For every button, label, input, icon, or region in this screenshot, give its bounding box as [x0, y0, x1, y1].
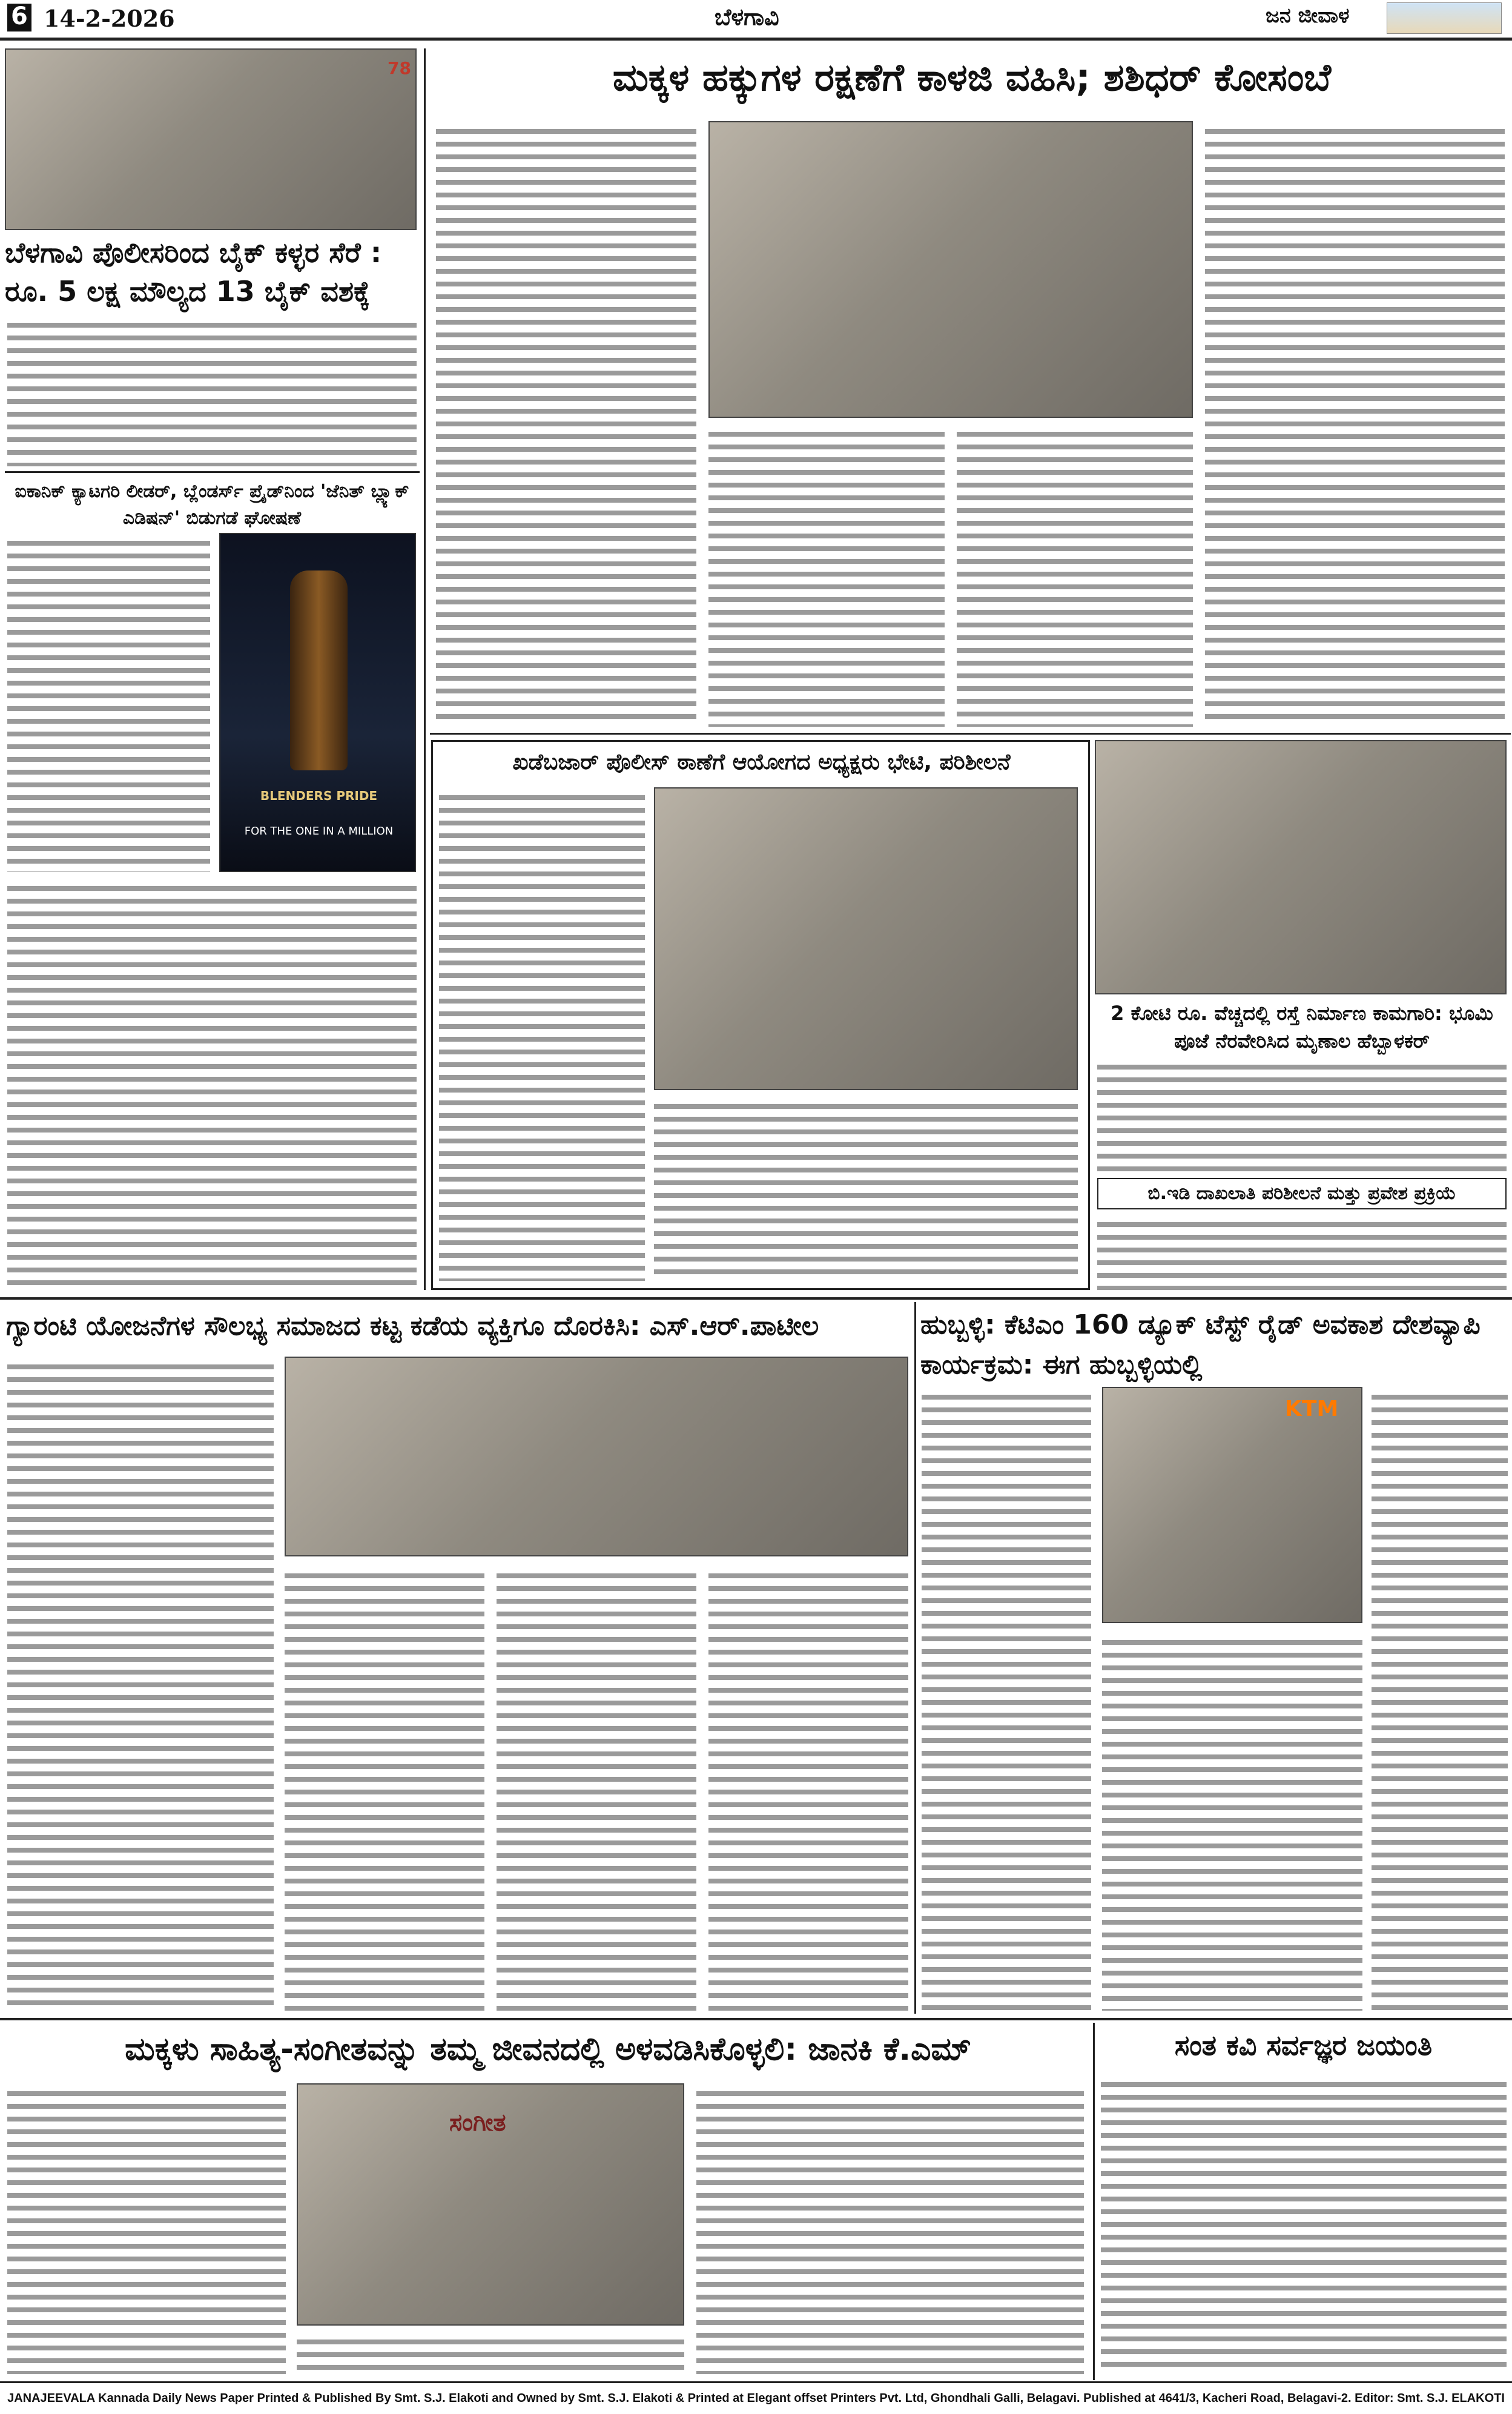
guarantee-headline-text: ಗ್ಯಾರಂಟಿ ಯೋಜನೆಗಳ ಸೌಲಭ್ಯ ಸಮಾಜದ ಕಟ್ಟ ಕಡೆಯ ವ್ಯಕ್ತಿಗೂ ದೊರಕಿಸಿ: ಎಸ್.ಆರ್.ಪಾಟೀಲ	[6, 1311, 819, 1341]
bed-admission-headline	[1097, 1178, 1507, 1209]
children-music-headline	[6, 2024, 1090, 2075]
children-body-col-3	[696, 2083, 1084, 2374]
photo-sign-number: 78	[388, 58, 411, 78]
middle-section-rule	[0, 1297, 1512, 1300]
issue-date: 14-2-2026	[44, 5, 175, 32]
footer-imprint-text: JANAJEEVALA Kannada Daily News Paper Printed & Published By Smt. S.J. Elakoti and Owned by Smt. S.J. Elakoti & Printed at Elegant offset Printers Pvt. Ltd, Ghondhali Galli, Belagavi. Published at 4641/3, Kacheri Road, Belagavi-2. Editor: Smt. S.J. ELAKOTI	[7, 2392, 1505, 2405]
khade-bazar-body-left	[439, 787, 645, 1281]
left-divider-1	[5, 471, 420, 473]
main-story-headline	[436, 48, 1508, 109]
footer-imprint	[0, 2386, 1512, 2412]
guarantee-ktm-divider	[914, 1302, 916, 2014]
children-saint-divider	[1093, 2023, 1095, 2380]
page-number: 6	[11, 2, 28, 30]
paper-name: ಜನ ಜೀವಾಳ	[1266, 4, 1350, 28]
children-music-headline-text: ಮಕ್ಕಳು ಸಾಹಿತ್ಯ-ಸಂಗೀತವನ್ನು ತಮ್ಮ ಜೀವನದಲ್ಲಿ ಅಳವಡಿಸಿಕೊಳ್ಳಲಿ: ಜಾನಕಿ ಕೆ.ಎಮ್	[125, 2031, 971, 2068]
bed-admission-body	[1097, 1214, 1507, 1290]
ktm-body-col-3	[1102, 1632, 1362, 2011]
guarantee-meeting-photo	[285, 1357, 908, 1556]
ktm-duke-photo	[1102, 1387, 1362, 1623]
police-station-visit-photo	[654, 787, 1078, 1090]
edition-city: ಬೆಳಗಾವಿ	[715, 4, 779, 30]
footer-rule	[0, 2381, 1512, 2383]
road-story-body	[1097, 1057, 1507, 1172]
bike-theft-headline	[5, 233, 420, 311]
page-header	[0, 0, 1512, 36]
road-bhoomi-pooja-photo	[1095, 740, 1507, 994]
children-music-event-photo	[297, 2083, 684, 2326]
guarantee-body-col-4	[708, 1566, 908, 2011]
khade-bazar-body-bottom	[654, 1096, 1078, 1281]
blenders-body-bottom	[7, 878, 417, 1290]
khade-bazar-headline-text: ಖಡೆಬಜಾರ್ ಪೊಲೀಸ್ ಠಾಣೆಗೆ ಆಯೋಗದ ಅಧ್ಯಕ್ಷರು ಭೇಟಿ, ಪರಿಶೀಲನೆ	[512, 750, 1011, 775]
ktm-banner: KTM	[1285, 1397, 1339, 1421]
children-body-col-1	[7, 2083, 286, 2374]
bottle-label: BLENDERS PRIDE	[260, 789, 378, 803]
blenders-pride-ad	[219, 533, 416, 872]
child-rights-meeting-photo	[708, 121, 1193, 418]
blenders-body-left	[7, 533, 210, 872]
ktm-headline	[920, 1305, 1508, 1385]
children-body-col-2	[297, 2332, 684, 2374]
guarantee-body-col-2	[285, 1566, 484, 2011]
khade-bazar-headline	[439, 746, 1084, 779]
bike-theft-headline-text: ಬೆಳಗಾವಿ ಪೊಲೀಸರಿಂದ ಬೈಕ್ ಕಳ್ಳರ ಸೆರೆ : ರೂ. 5 ಲಕ್ಷ ಮೌಲ್ಯದ 13 ಬೈಕ್ ವಶಕ್ಕೆ	[5, 236, 382, 308]
guarantee-body-col-3	[497, 1566, 696, 2011]
main-story-headline-text: ಮಕ್ಕಳ ಹಕ್ಕುಗಳ ರಕ್ಷಣೆಗೆ ಕಾಳಜಿ ವಹಿಸಿ; ಶಶಿಧರ್ ಕೋಸಂಬೆ	[612, 55, 1332, 99]
ad-tagline: FOR THE ONE IN A MILLION	[244, 825, 394, 838]
left-column-rule	[424, 48, 426, 1290]
main-story-col-2	[708, 424, 945, 727]
main-story-col-1	[436, 121, 696, 727]
road-story-headline	[1097, 999, 1507, 1055]
bed-admission-headline-text: ಬಿ.ಇಡಿ ದಾಖಲಾತಿ ಪರಿಶೀಲನೆ ಮತ್ತು ಪ್ರವೇಶ ಪ್ರಕ್ರಿಯೆ	[1147, 1183, 1456, 1204]
bottom-section-rule	[0, 2018, 1512, 2020]
sarvajna-headline	[1099, 2024, 1508, 2066]
main-story-col-3	[957, 424, 1193, 727]
blenders-pride-headline-text: ಐಕಾನಿಕ್ ಕ್ಯಾಟಗರಿ ಲೀಡರ್, ಬ್ಲೆಂಡರ್ಸ್ ಪ್ರೈಡ್‌ನಿಂದ 'ಜೆನಿತ್ ಬ್ಲ್ಯಾಕ್ ಎಡಿಷನ್' ಬಿಡುಗಡೆ ಘೋಷಣೆ	[15, 481, 409, 529]
main-story-col-4	[1205, 121, 1505, 727]
whisky-bottle-image	[290, 570, 348, 770]
ktm-body-col-1	[922, 1387, 1091, 2011]
guarantee-body-col-1	[7, 1357, 274, 2011]
header-rule	[0, 38, 1512, 41]
bike-seizure-photo	[5, 48, 417, 230]
blenders-pride-headline	[6, 478, 418, 532]
main-story-bottom-rule	[430, 733, 1511, 735]
sangeetha-banner: ಸಂಗೀತ	[449, 2109, 506, 2137]
sarvajna-headline-text: ಸಂತ ಕವಿ ಸರ್ವಜ್ಞರ ಜಯಂತಿ	[1174, 2029, 1433, 2062]
road-story-headline-text: 2 ಕೋಟಿ ರೂ. ವೆಚ್ಚದಲ್ಲಿ ರಸ್ತೆ ನಿರ್ಮಾಣ ಕಾಮಗಾರಿ: ಭೂಮಿ ಪೂಜೆ ನೆರವೇರಿಸಿದ ಮೃಣಾಲ ಹೆಬ್ಬಾಳಕರ್	[1111, 1002, 1493, 1053]
masthead-building-image	[1387, 2, 1502, 34]
ktm-body-col-2	[1372, 1387, 1508, 2011]
guarantee-headline	[6, 1305, 908, 1348]
bike-theft-body-text	[7, 315, 417, 466]
sarvajna-body	[1101, 2074, 1507, 2374]
ktm-headline-text: ಹುಬ್ಬಳ್ಳಿ: ಕೆಟಿಎಂ 160 ಡ್ಯೂಕ್ ಟೆಸ್ಟ್ ರೈಡ್ ಅವಕಾಶ ದೇಶವ್ಯಾಪಿ ಕಾರ್ಯಕ್ರಮ: ಈಗ ಹುಬ್ಬಳ್ಳಿಯಲ್ಲಿ	[920, 1309, 1481, 1380]
